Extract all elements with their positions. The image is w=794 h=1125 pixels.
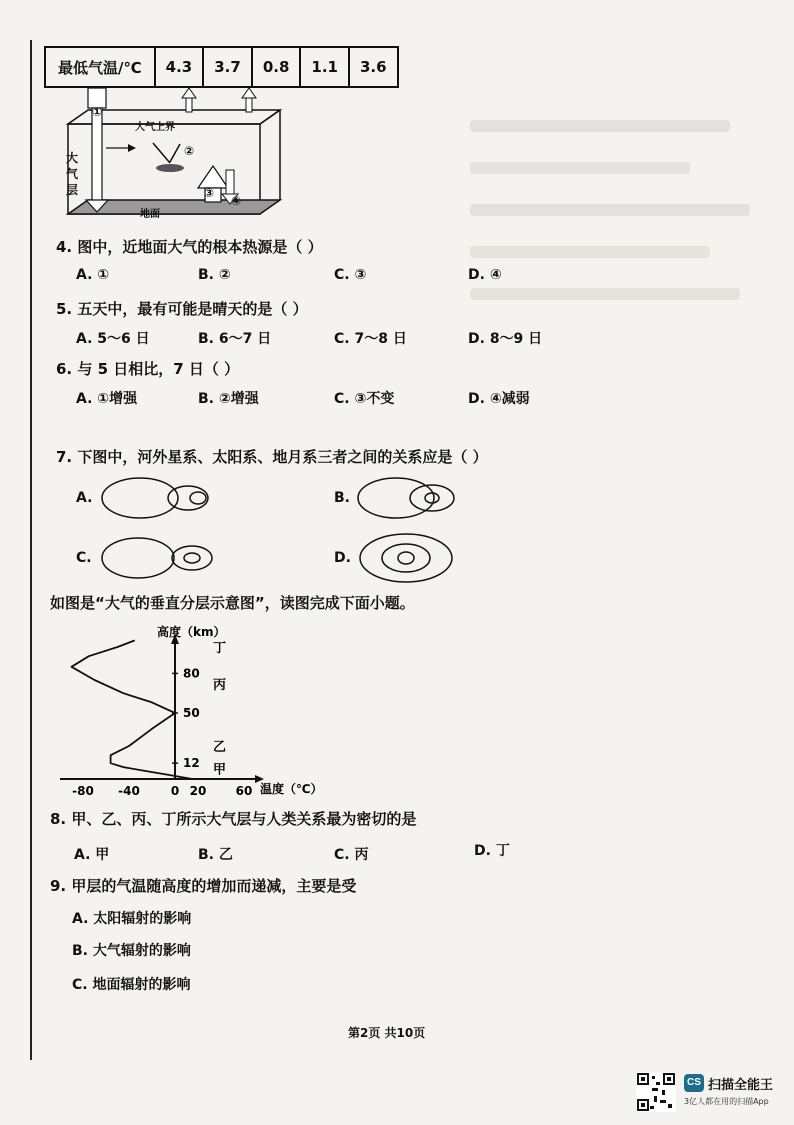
scanner-tagline: 3亿人都在用的扫描App <box>684 1097 769 1106</box>
q8-option-b[interactable]: B. 乙 <box>198 847 233 863</box>
layer-label: 丁 <box>213 641 227 656</box>
question-stem: 与 5 日相比，7 日（ ） <box>77 360 240 378</box>
q6-option-c[interactable]: C. ③不变 <box>334 391 395 407</box>
q7-diagram-b <box>356 476 466 520</box>
q5-option-a[interactable]: A. 5～6 日 <box>76 331 150 347</box>
q6-option-b[interactable]: B. ②增强 <box>198 391 259 407</box>
cs-logo-icon: CS <box>684 1074 704 1092</box>
question-8 <box>50 808 416 829</box>
q4-option-d[interactable]: D. ④ <box>468 267 502 283</box>
marker-3: ③ <box>204 186 215 200</box>
q7-diagram-a <box>100 476 220 520</box>
section-intro: 如图是“大气的垂直分层示意图”，读图完成下面小题。 <box>50 594 415 612</box>
y-axis-label: 高度（km） <box>157 625 226 639</box>
question-stem: 图中，近地面大气的根本热源是（ ） <box>77 238 323 256</box>
page-margin-rule <box>30 40 32 1060</box>
atmosphere-vertical-chart <box>50 622 390 802</box>
y-tick-label: 80 <box>183 666 200 681</box>
x-tick-label: -80 <box>72 784 94 798</box>
q8-option-c[interactable]: C. 丙 <box>334 847 369 863</box>
q6-option-a[interactable]: A. ①增强 <box>76 391 138 407</box>
ground-label: 地面 <box>140 209 160 220</box>
marker-2: ② <box>184 144 195 158</box>
question-stem: 五天中，最有可能是晴天的是（ ） <box>77 300 308 318</box>
question-number: 4. <box>56 238 73 256</box>
q9-option-a[interactable]: A. 太阳辐射的影响 <box>72 911 192 927</box>
y-tick-label: 12 <box>183 756 200 771</box>
question-number: 5. <box>56 300 73 318</box>
x-tick-label: -40 <box>118 784 140 798</box>
table-cell: 0.8 <box>252 47 301 87</box>
table-cell: 4.3 <box>155 47 204 87</box>
bleed-through-shadow <box>470 100 770 600</box>
table-cell: 3.7 <box>203 47 252 87</box>
q4-option-a[interactable]: A. ① <box>76 267 110 283</box>
q4-option-b[interactable]: B. ② <box>198 267 231 283</box>
y-tick-label: 50 <box>183 706 200 720</box>
q6-option-d[interactable]: D. ④减弱 <box>468 391 530 407</box>
question-9 <box>50 875 356 896</box>
page-footer: 第2页 共10页 <box>348 1026 426 1040</box>
q7-option-d[interactable]: D. <box>334 550 351 566</box>
question-4 <box>56 236 323 257</box>
question-7 <box>56 446 488 467</box>
question-6 <box>56 358 239 379</box>
layer-label: 丙 <box>213 677 227 693</box>
q5-option-b[interactable]: B. 6～7 日 <box>198 331 272 347</box>
layer-label: 甲 <box>213 762 227 778</box>
question-stem: 甲、乙、丙、丁所示大气层与人类关系最为密切的是 <box>71 810 417 828</box>
q5-option-d[interactable]: D. 8～9 日 <box>468 331 543 347</box>
x-tick-label: 20 <box>189 784 207 798</box>
top-of-atmosphere-label: 大气上界 <box>135 122 175 133</box>
x-tick-label: 0 <box>170 784 180 798</box>
scanner-watermark <box>636 1072 786 1112</box>
q7-option-a[interactable]: A. <box>76 490 93 506</box>
question-5 <box>56 298 308 319</box>
layer-label: 乙 <box>213 740 227 755</box>
q9-option-b[interactable]: B. 大气辐射的影响 <box>72 943 191 959</box>
question-number: 8. <box>50 810 67 828</box>
q7-option-b[interactable]: B. <box>334 490 350 506</box>
marker-4: ④ <box>231 194 242 208</box>
min-temp-table <box>44 46 399 88</box>
q8-option-d[interactable]: D. 丁 <box>474 843 510 859</box>
atmosphere-layer-label: 大气层 <box>66 151 79 197</box>
q7-diagram-d <box>356 532 456 584</box>
question-number: 6. <box>56 360 73 378</box>
q7-diagram-c <box>100 536 220 580</box>
q8-option-a[interactable]: A. 甲 <box>74 847 110 863</box>
question-stem: 下图中，河外星系、太阳系、地月系三者之间的关系应是（ ） <box>77 448 488 466</box>
table-cell: 1.1 <box>300 47 349 87</box>
table-cell: 3.6 <box>349 47 398 87</box>
q9-option-c[interactable]: C. 地面辐射的影响 <box>72 977 191 993</box>
question-number: 7. <box>56 448 73 466</box>
q5-option-c[interactable]: C. 7～8 日 <box>334 331 407 347</box>
x-tick-label: 60 <box>235 784 253 798</box>
qr-code-icon <box>636 1072 676 1112</box>
x-axis-label: 温度（℃） <box>260 782 323 796</box>
q4-option-c[interactable]: C. ③ <box>334 267 367 283</box>
scanner-app-name: 扫描全能王 <box>708 1078 774 1093</box>
marker-1: ① <box>92 105 103 119</box>
question-stem: 甲层的气温随高度的增加而递减，主要是受 <box>71 877 357 895</box>
table-header-cell: 最低气温/℃ <box>45 47 155 87</box>
question-number: 9. <box>50 877 67 895</box>
q7-option-c[interactable]: C. <box>76 550 92 566</box>
